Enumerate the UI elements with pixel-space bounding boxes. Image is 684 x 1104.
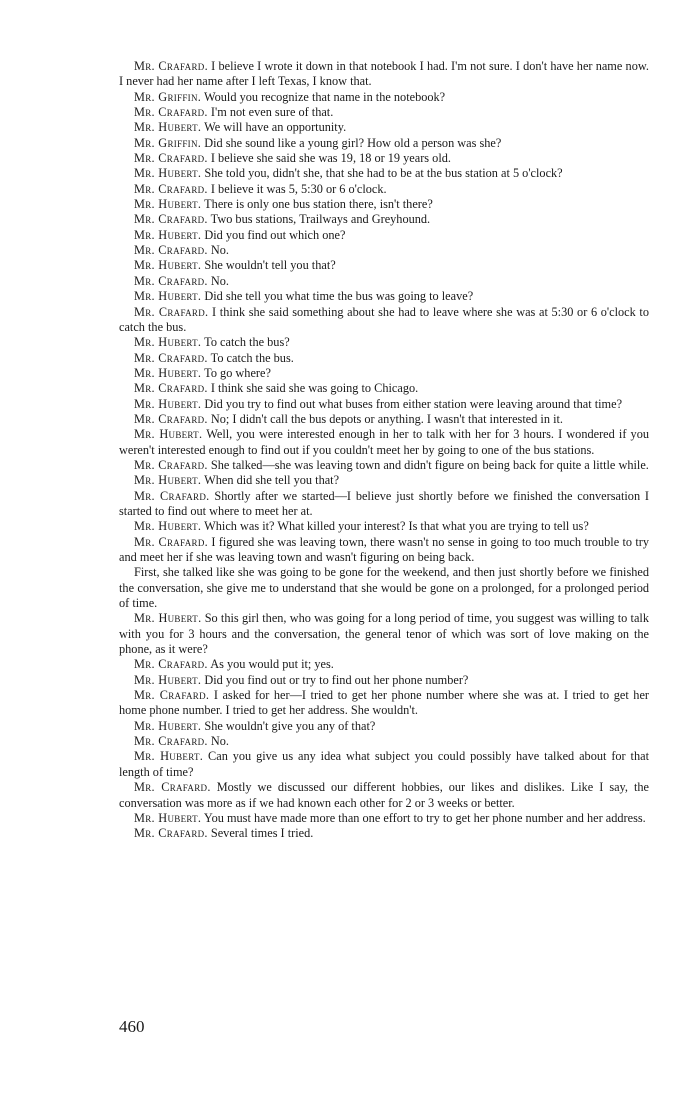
utterance-text: I believe she said she was 19, 18 or 19 years old. [207,151,451,166]
testimony-paragraph [119,136,649,151]
utterance-text: Did you try to find out what buses from either station were leaving around that time? [201,396,623,411]
testimony-paragraph [119,811,649,826]
utterance-text: I believe I wrote it down in that notebook I had. I'm not sure. I don't have her name now. I never had her name after I left Texas, I know that. [119,59,649,89]
speaker-name: Mr. Crafard. [134,59,208,73]
testimony-paragraph [119,258,649,273]
testimony-paragraph [119,59,649,90]
testimony-paragraph [119,734,649,749]
testimony-paragraph [119,197,649,212]
utterance-text: No; I didn't call the bus depots or anything. I wasn't that interested in it. [207,411,563,426]
testimony-paragraph [119,212,649,227]
utterance-text: We will have an opportunity. [201,120,347,135]
testimony-paragraph [119,289,649,304]
utterance-text: I'm not even sure of that. [207,105,334,120]
testimony-paragraph [119,366,649,381]
speaker-name: Mr. Hubert. [134,227,202,242]
speaker-name: Mr. Crafard. [134,350,208,365]
testimony-paragraph [119,412,649,427]
speaker-name: Mr. Hubert. [134,718,202,733]
speaker-name: Mr. Crafard. [134,457,208,472]
utterance-text: I asked for her—I tried to get her phone number where she was at. I tried to get her home phone number. I tried to get her address. She wouldn't. [119,688,649,718]
testimony-paragraph [119,657,649,672]
speaker-name: Mr. Crafard. [134,273,208,288]
utterance-text: Two bus stations, Trailways and Greyhound. [207,212,431,227]
testimony-paragraph [119,351,649,366]
testimony-paragraph [119,519,649,534]
testimony-paragraph [119,427,649,458]
utterance-text: First, she talked like she was going to be gone for the weekend, and then just shortly before we finished the conversation, she give me to understand that she would be gone on a prolonged, for a prolonged period of time. [119,565,649,611]
testimony-paragraph [119,688,649,719]
speaker-name: Mr. Crafard. [134,411,208,426]
speaker-name: Mr. Crafard. [134,657,208,672]
utterance-text: I believe it was 5, 5:30 or 6 o'clock. [207,181,387,196]
utterance-text: There is only one bus station there, isn't there? [201,197,433,212]
utterance-text: You must have made more than one effort to try to get her phone number and her address. [201,810,646,825]
utterance-text: Did you find out or try to find out her phone number? [201,672,469,687]
speaker-name: Mr. Hubert. [134,810,202,825]
utterance-text: Several times I tried. [207,826,314,841]
utterance-text: I figured she was leaving town, there wasn't no sense in going to too much trouble to try and meet her if she was leaving town and wasn't figuring on being back. [119,534,649,564]
utterance-text: When did she tell you that? [201,473,340,488]
utterance-text: Mostly we discussed our different hobbies, our likes and dislikes. Like I say, the conversation was more as if we had known each other for 2 or 3 weeks or better. [119,780,649,810]
testimony-paragraph [119,228,649,243]
speaker-name: Mr. Hubert. [134,120,202,135]
speaker-name: Mr. Hubert. [134,166,202,181]
testimony-body [119,59,649,842]
testimony-paragraph [119,489,649,520]
utterance-text: Well, you were interested enough in her to talk with her for 3 hours. I wondered if you weren't interested enough to find out if you couldn't meet her by going to one of the bus stations. [119,427,649,457]
speaker-name: Mr. Hubert. [134,519,202,534]
testimony-paragraph [119,826,649,841]
speaker-name: Mr. Griffin. [134,135,202,150]
speaker-name: Mr. Crafard. [134,105,208,120]
speaker-name: Mr. Crafard. [134,304,209,319]
utterance-text: Did you find out which one? [201,227,346,242]
utterance-text: Would you recognize that name in the notebook? [201,89,446,104]
testimony-paragraph [119,535,649,566]
utterance-text: No. [207,734,229,749]
testimony-paragraph [119,243,649,258]
testimony-paragraph [119,780,649,811]
speaker-name: Mr. Crafard. [134,688,210,703]
speaker-name: Mr. Crafard. [134,181,208,196]
speaker-name: Mr. Hubert. [134,611,202,626]
testimony-paragraph [119,120,649,135]
utterance-text: Shortly after we started—I believe just shortly before we finished the conversation I started to find out where to meet her at. [119,488,649,518]
speaker-name: Mr. Crafard. [134,780,211,795]
speaker-name: Mr. Griffin. [134,89,202,104]
utterance-text: Did she sound like a young girl? How old a person was she? [201,135,502,150]
utterance-text: No. [207,273,229,288]
speaker-name: Mr. Hubert. [134,427,203,442]
speaker-name: Mr. Hubert. [134,672,202,687]
testimony-paragraph [119,397,649,412]
speaker-name: Mr. Crafard. [134,734,208,749]
utterance-text: To catch the bus? [201,335,290,350]
testimony-paragraph [119,458,649,473]
utterance-text: Can you give us any idea what subject you could possibly have talked about for that length of time? [119,749,649,779]
page-number: 460 [119,1017,145,1036]
speaker-name: Mr. Hubert. [134,365,202,380]
testimony-paragraph [119,673,649,688]
utterance-text: She talked—she was leaving town and didn't figure on being back for quite a little while. [207,457,649,472]
utterance-text: She told you, didn't she, that she had to be at the bus station at 5 o'clock? [201,166,563,181]
speaker-name: Mr. Hubert. [134,335,202,350]
speaker-name: Mr. Crafard. [134,826,208,841]
utterance-text: She wouldn't give you any of that? [201,718,376,733]
utterance-text: To go where? [201,365,271,380]
testimony-paragraph [119,90,649,105]
testimony-paragraph [119,105,649,120]
speaker-name: Mr. Crafard. [134,534,209,549]
testimony-paragraph [119,611,649,657]
utterance-text: No. [207,243,229,258]
speaker-name: Mr. Hubert. [134,258,202,273]
testimony-paragraph [119,565,649,611]
utterance-text: As you would put it; yes. [207,657,334,672]
speaker-name: Mr. Hubert. [134,749,204,764]
speaker-name: Mr. Crafard. [134,488,210,503]
testimony-paragraph [119,381,649,396]
testimony-paragraph [119,182,649,197]
testimony-paragraph [119,719,649,734]
speaker-name: Mr. Hubert. [134,289,202,304]
speaker-name: Mr. Crafard. [134,151,208,166]
utterance-text: She wouldn't tell you that? [201,258,336,273]
speaker-name: Mr. Hubert. [134,473,202,488]
speaker-name: Mr. Crafard. [134,212,208,227]
utterance-text: Did she tell you what time the bus was going to leave? [201,289,474,304]
speaker-name: Mr. Hubert. [134,197,202,212]
speaker-name: Mr. Hubert. [134,396,202,411]
utterance-text: Which was it? What killed your interest? Is that what you are trying to tell us? [201,519,589,534]
utterance-text: I think she said something about she had to leave where she was at 5:30 or 6 o'clock to catch the bus. [119,304,649,334]
speaker-name: Mr. Crafard. [134,381,208,396]
utterance-text: So this girl then, who was going for a long period of time, you suggest was willing to talk with you for 3 hours and the conversation, the general tenor of which was sort of love making on the phone, as it were? [119,611,649,657]
testimony-paragraph [119,274,649,289]
testimony-paragraph [119,749,649,780]
testimony-paragraph [119,305,649,336]
speaker-name: Mr. Crafard. [134,243,208,258]
utterance-text: To catch the bus. [207,350,294,365]
testimony-paragraph [119,151,649,166]
utterance-text: I think she said she was going to Chicago. [207,381,419,396]
testimony-paragraph [119,335,649,350]
testimony-paragraph [119,166,649,181]
testimony-paragraph [119,473,649,488]
